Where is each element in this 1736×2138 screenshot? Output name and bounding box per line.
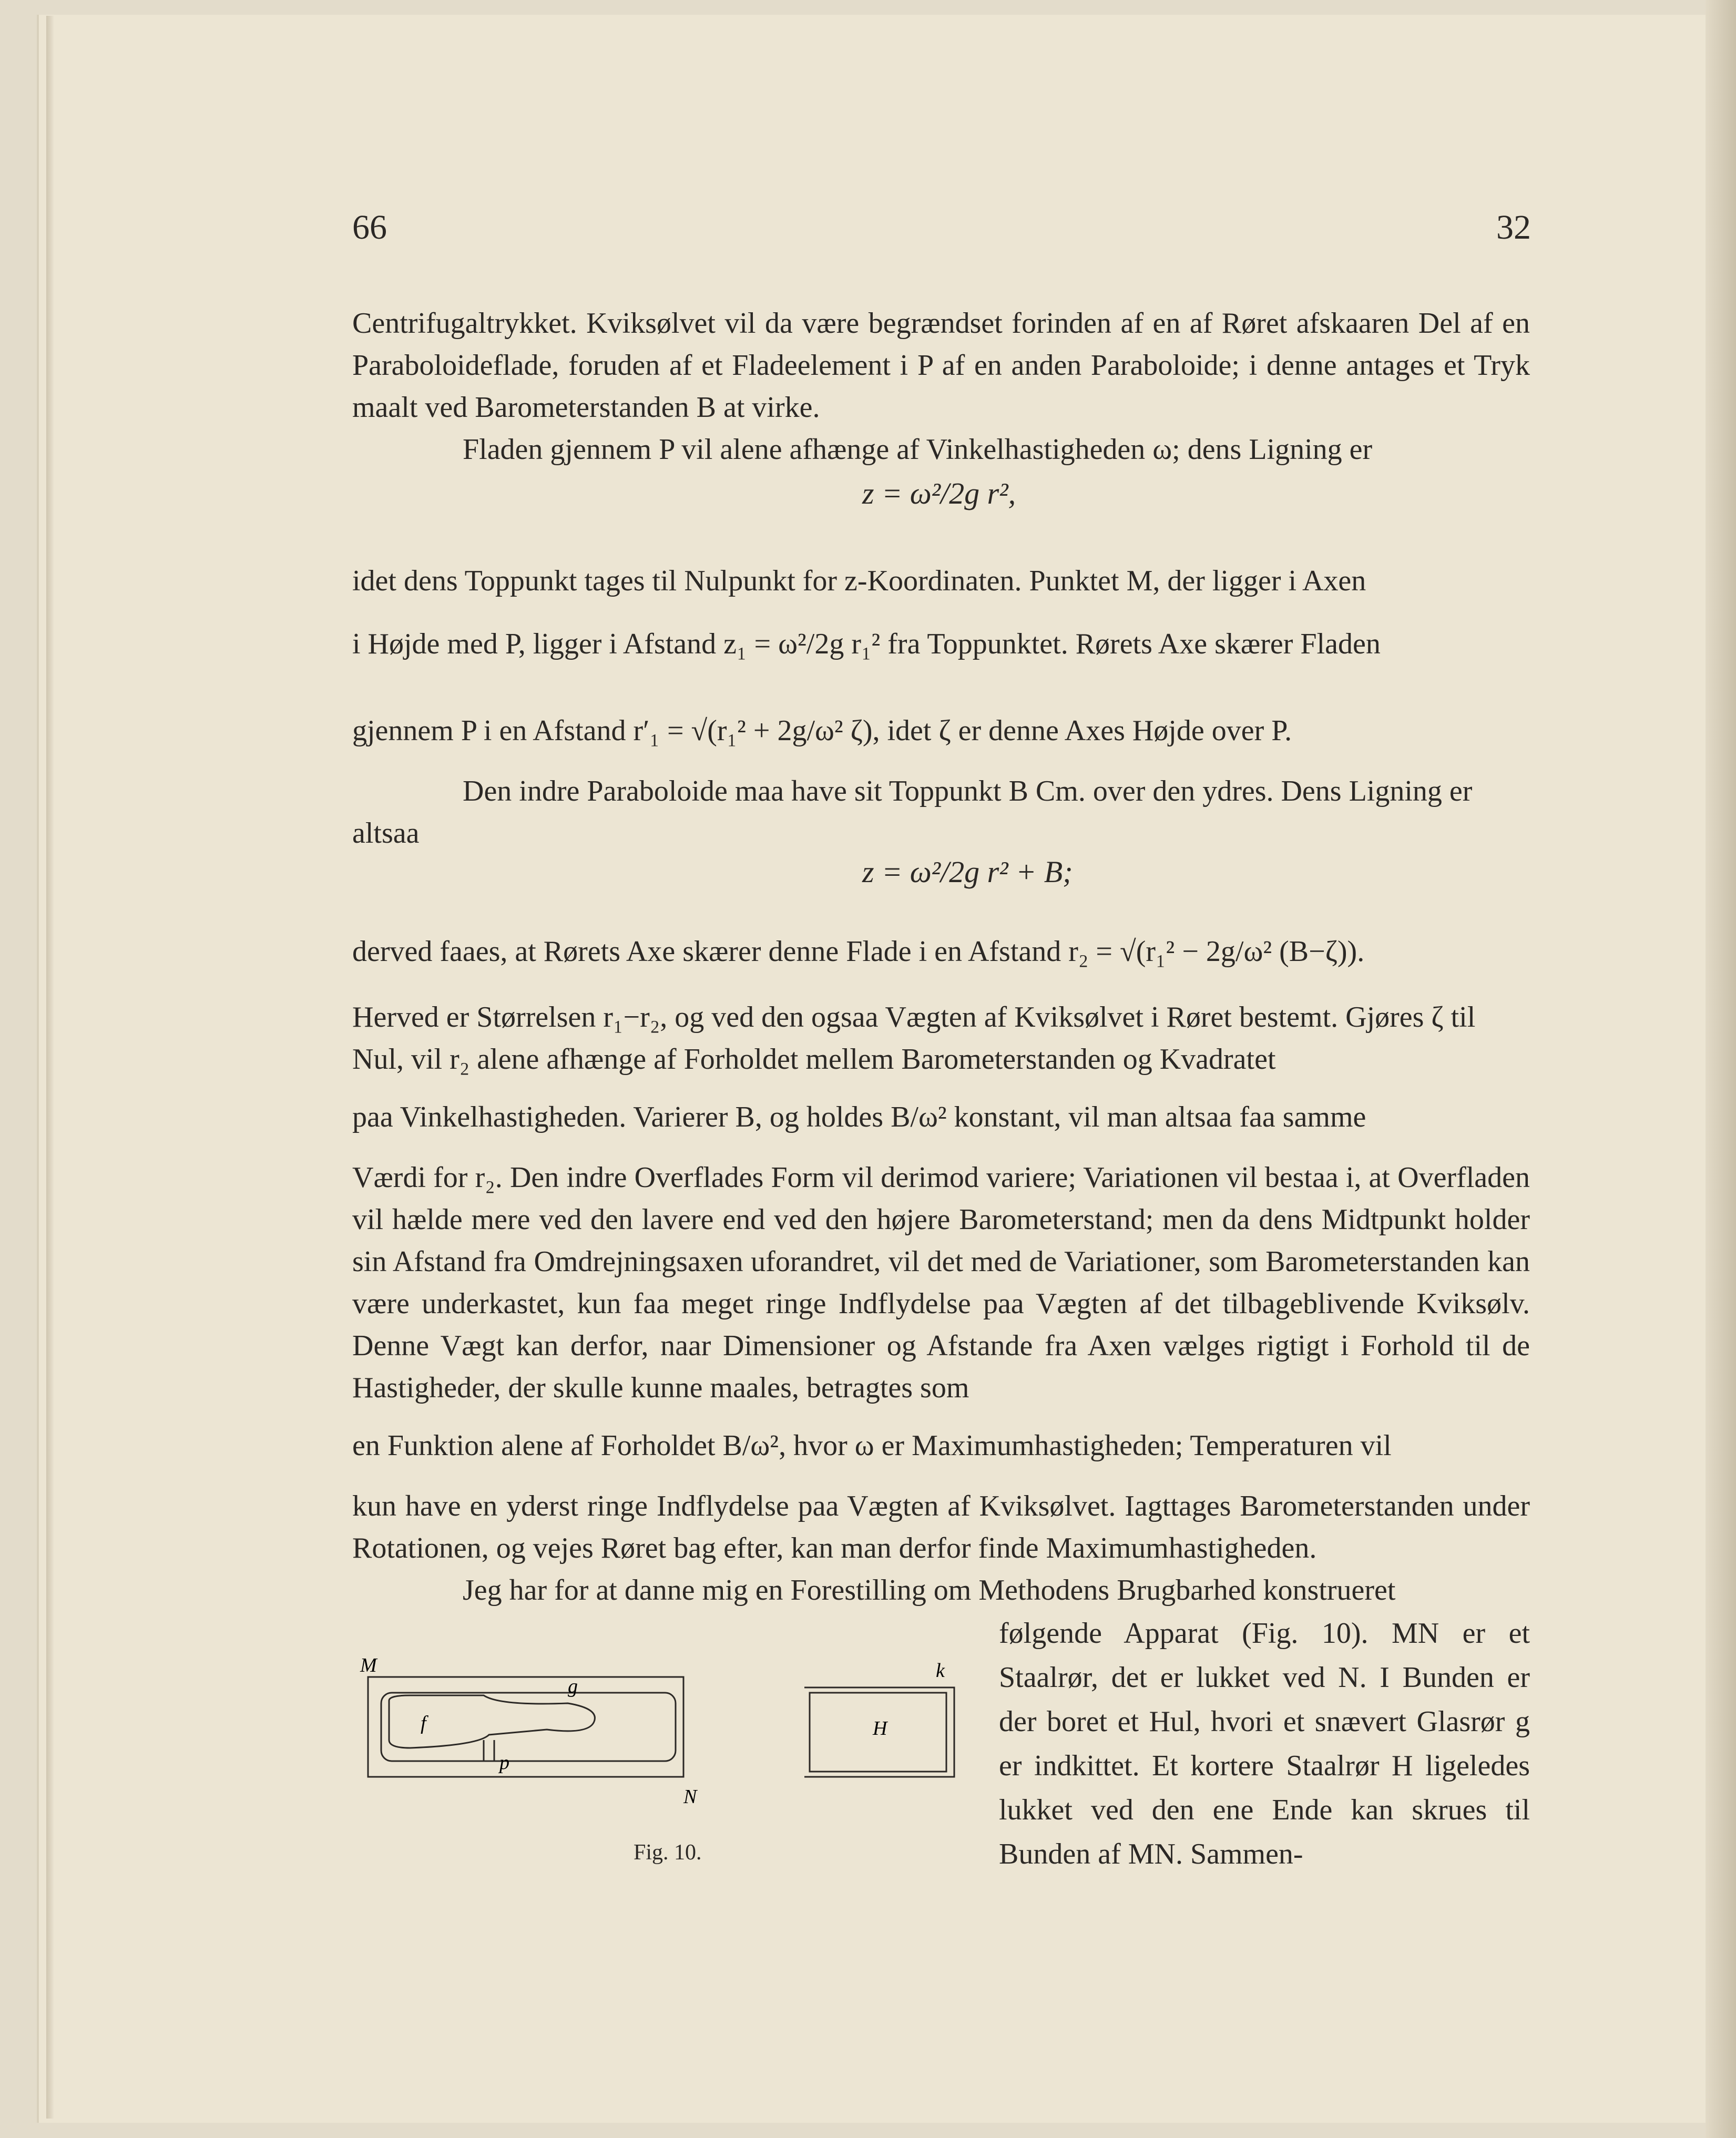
paragraph-1: Centrifugaltrykket. Kviksølvet vil da være begrændset forinden af en af Røret afskaaren Del af en Paraboloideflade, foruden af et Fladeelement i P af en anden Paraboloide; i denne antages et Tryk maalt ved Barometerstanden B at virke. bbox=[352, 307, 1530, 424]
figure-caption: Fig. 10. bbox=[634, 1840, 702, 1865]
paragraph-11: en Funktion alene af Forholdet B/ω², hvor ω er Maximumhastigheden; Temperaturen vil bbox=[352, 1429, 1392, 1462]
paragraph-14: følgende Apparat (Fig. 10). MN er et Staalrør, det er lukket ved N. I Bunden er der boret et Hul, hvori et snævert Glasrør g er indkittet. Et kortere Staalrør H ligeledes lukket ved den ene Ende kan skrues til Bunden af MN. Sammen- bbox=[999, 1617, 1530, 1870]
paragraph-5: gjennem P i en Afstand r′₁ = √(r₁² + 2g/ω² ζ), idet ζ er denne Axes Højde over P. bbox=[352, 714, 1292, 747]
equation-1: z = ω²/2g r², bbox=[862, 476, 1016, 510]
figure-10-diagram bbox=[358, 1656, 988, 1824]
page-edge bbox=[46, 16, 54, 2119]
equation-2: z = ω²/2g r² + B; bbox=[862, 855, 1073, 889]
paragraph-3: idet dens Toppunkt tages til Nulpunkt for z-Koordinaten. Punktet M, der ligger i Axen bbox=[352, 565, 1366, 597]
label-n: N bbox=[683, 1786, 697, 1808]
page-number-left: 66 bbox=[352, 208, 387, 247]
paragraph-13: Jeg har for at danne mig en Forestilling om Methodens Brugbarhed konstrueret bbox=[463, 1574, 1396, 1607]
paragraph-4: i Højde med P, ligger i Afstand z₁ = ω²/2g r₁² fra Toppunktet. Rørets Axe skærer Fladen bbox=[352, 628, 1381, 660]
paragraph-9: paa Vinkelhastigheden. Varierer B, og holdes B/ω² konstant, vil man altsaa faa samme bbox=[352, 1101, 1366, 1133]
paragraph-6: Den indre Paraboloide maa have sit Toppunkt B Cm. over den ydres. Dens Ligning er altsaa bbox=[352, 775, 1473, 850]
page-right-edge bbox=[1706, 0, 1736, 2138]
label-f: f bbox=[421, 1712, 426, 1734]
label-h: H bbox=[873, 1717, 887, 1740]
paragraph-12: kun have en yderst ringe Indflydelse paa Vægten af Kviksølvet. Iagttages Barometerstanden under Rotationen, og vejes Røret bag efter, kan man derfor finde Maximumhastigheden. bbox=[352, 1490, 1530, 1564]
plug-p bbox=[484, 1740, 494, 1761]
glass-tube-g bbox=[389, 1695, 595, 1748]
label-p: p bbox=[499, 1752, 509, 1774]
label-m: M bbox=[360, 1656, 377, 1676]
page-number-right: 32 bbox=[1496, 208, 1531, 247]
paragraph-7: derved faaes, at Rørets Axe skærer denne Flade i en Afstand r₂ = √(r₁² − 2g/ω² (B−ζ)). bbox=[352, 935, 1365, 968]
label-g: g bbox=[568, 1675, 578, 1697]
label-k: k bbox=[936, 1660, 945, 1682]
paragraph-8: Herved er Størrelsen r₁−r₂, og ved den ogsaa Vægten af Kviksølvet i Røret bestemt. Gjøres ζ til Nul, vil r₂ alene afhænge af Forholdet mellem Barometerstanden og Kvadratet bbox=[352, 1001, 1476, 1076]
paragraph-2: Fladen gjennem P vil alene afhænge af Vinkelhastigheden ω; dens Ligning er bbox=[463, 433, 1373, 466]
paragraph-10: Værdi for r₂. Den indre Overflades Form vil derimod variere; Variationen vil bestaa i, at Overfladen vil hælde mere ved den lavere end ved den højere Barometerstand; men da dens Midtpunkt holder sin Afstand fra Omdrejningsaxen uforandret, vil det med de Variationer, som Barometerstanden kan være underkastet, kun faa meget ringe Indflydelse paa Vægten af det tilbageblivende Kviksølv. Denne Vægt kan derfor, naar Dimensioner og Afstande fra Axen vælges rigtigt i Forhold til de Hastigheder, der skulle kunne maales, betragtes som bbox=[352, 1161, 1530, 1404]
